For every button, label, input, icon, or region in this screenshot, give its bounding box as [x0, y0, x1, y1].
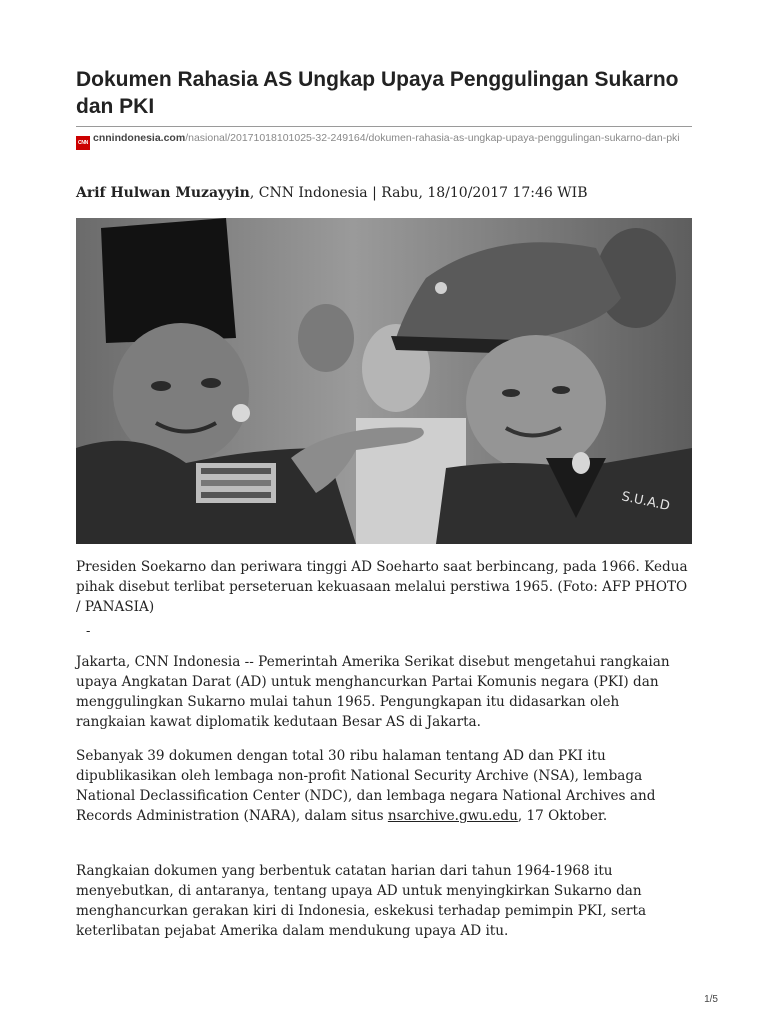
photo-caption: Presiden Soekarno dan periwara tinggi AD Soeharto saat berbincang, pada 1966. Kedua pihak disebut terlibat perseteruan kekuasaan melalui perstiwa 1965. (Foto: AFP PHOTO / PANASIA)	[76, 559, 688, 615]
title-divider	[76, 126, 692, 127]
source-domain[interactable]: cnnindonesia.com	[93, 132, 186, 144]
paragraph-2-tail: , 17 Oktober.	[517, 808, 608, 824]
source-url[interactable]	[76, 132, 692, 150]
cnn-logo-icon: CNN	[76, 136, 90, 150]
article-photo	[76, 218, 692, 544]
author-name: Arif Hulwan Muzayyin	[76, 185, 250, 201]
paragraph-3: Rangkaian dokumen yang berbentuk catatan harian dari tahun 1964-1968 itu menyebutkan, di antaranya, tentang upaya AD untuk menyingkirkan Sukarno dan menghancurkan gerakan kiri di Indonesia, eskekusi terhadap pemimpin PKI, serta keterlibatan pejabat Amerika dalam mendukung upaya AD itu.	[76, 863, 647, 939]
separator-dash: -	[86, 624, 91, 639]
paragraph-1: Jakarta, CNN Indonesia -- Pemerintah Amerika Serikat disebut mengetahui rangkaian upaya Angkatan Darat (AD) untuk menghancurkan Partai Komunis negara (PKI) dan menggulingkan Sukarno mulai tahun 1965. Pengungkapan itu didasarkan oleh rangkaian kawat diplomatik kedutaan Besar AS di Jakarta.	[76, 654, 670, 730]
nsarchive-link[interactable]: nsarchive.gwu.edu	[387, 808, 518, 824]
uniform-badge-text: S.U.A.D	[620, 489, 672, 515]
byline	[76, 184, 692, 202]
article-title: Dokumen Rahasia AS Ungkap Upaya Penggulingan Sukarno dan PKI	[76, 68, 679, 118]
page-number: 1/5	[704, 994, 718, 1005]
paragraph-2	[76, 746, 692, 826]
byline-details: , CNN Indonesia | Rabu, 18/10/2017 17:46 WIB	[249, 185, 588, 201]
photo-illustration	[76, 218, 692, 544]
source-path[interactable]: /nasional/20171018101025-32-249164/dokumen-rahasia-as-ungkap-upaya-penggulingan-sukarno-dan-pki	[185, 132, 680, 144]
paragraph-2-text: Sebanyak 39 dokumen dengan total 30 ribu halaman tentang AD dan PKI itu dipublikasikan oleh lembaga non-profit National Security Archive (NSA), lembaga National Declassification Center (NDC), dan lembaga negara National Archives and Records Administration (NARA), dalam situs	[76, 748, 656, 824]
